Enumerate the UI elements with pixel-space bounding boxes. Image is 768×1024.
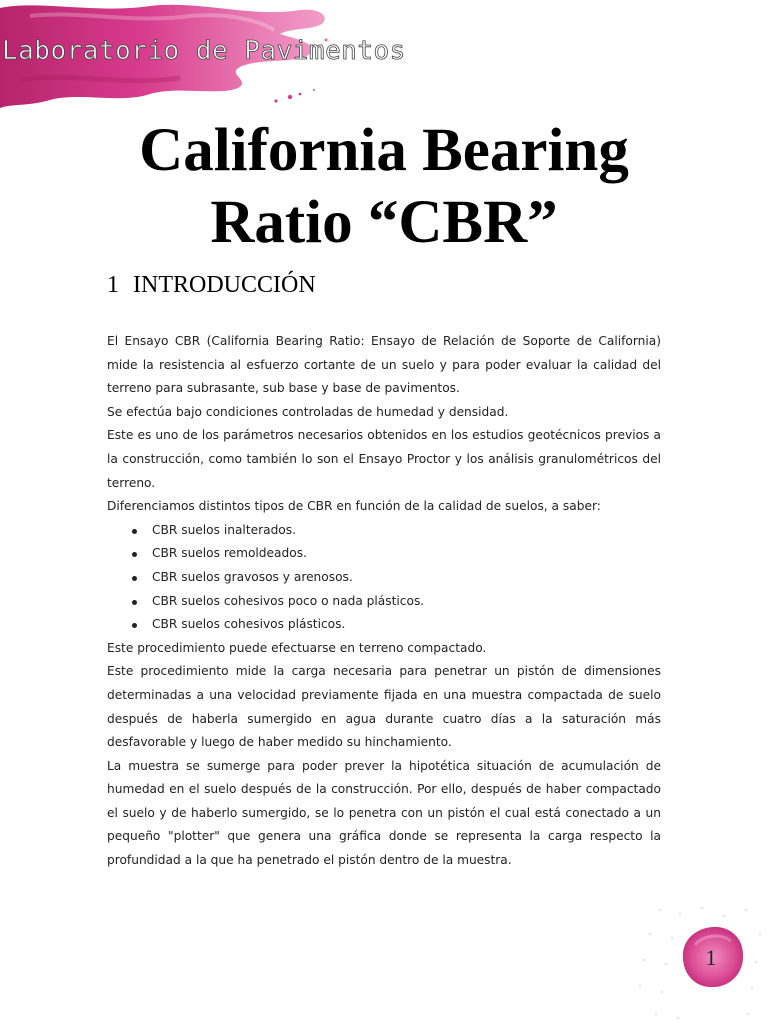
title-line-2: Ratio “CBR”	[210, 189, 558, 256]
paragraph: El Ensayo CBR (California Bearing Ratio: Ensayo de Relación de Soporte de California) mide la resistencia al esfuerzo cortante de un suelo y para poder evaluar la calidad del terreno para subrasante, sub base y base de pavimentos.	[107, 334, 661, 396]
page-number: 1	[705, 945, 717, 970]
list-item: CBR suelos cohesivos plásticos.	[152, 613, 661, 637]
list-item: CBR suelos inalterados.	[152, 519, 661, 543]
document-title	[0, 115, 768, 259]
list-item: CBR suelos remoldeados.	[152, 542, 661, 566]
body-text	[107, 330, 661, 873]
paragraph: La muestra se sumerge para poder prever la hipotética situación de acumulación de humedad en el suelo después de la construcción. Por ello, después de haber compactado el suelo y de haberlo sumergido, se lo penetra con un pistón el cual está conectado a un pequeño "plotter" que genera una gráfica donde se representa la carga respecto la profundidad a la que ha penetrado el pistón dentro de la muestra.	[107, 758, 661, 868]
list-item: CBR suelos cohesivos poco o nada plásticos.	[152, 590, 661, 614]
cbr-types-list	[107, 519, 661, 637]
header-lab-name: Laboratorio de Pavimentos	[2, 36, 406, 66]
paragraph: Se efectúa bajo condiciones controladas de humedad y densidad.	[107, 404, 509, 419]
title-line-1: California Bearing	[139, 117, 629, 184]
paragraph: Este es uno de los parámetros necesarios obtenidos en los estudios geotécnicos previos a la construcción, como también lo son el Ensayo Proctor y los análisis granulométricos del terreno.	[107, 428, 661, 490]
section-number: 1	[107, 272, 119, 298]
paragraph: Este procedimiento puede efectuarse en terreno compactado.	[107, 640, 487, 655]
paragraph: Este procedimiento mide la carga necesaria para penetrar un pistón de dimensiones determinadas a una velocidad previamente fijada en una muestra compactada de suelo después de haberla sumergido en agua durante cuatro días a la saturación más desfavorable y luego de haber medido su hinchamiento.	[107, 664, 661, 750]
paragraph: Diferenciamos distintos tipos de CBR en función de la calidad de suelos, a saber:	[107, 499, 601, 514]
section-heading-text: INTRODUCCIÓN	[133, 272, 316, 298]
section-heading	[107, 272, 316, 299]
list-item: CBR suelos gravosos y arenosos.	[152, 566, 661, 590]
